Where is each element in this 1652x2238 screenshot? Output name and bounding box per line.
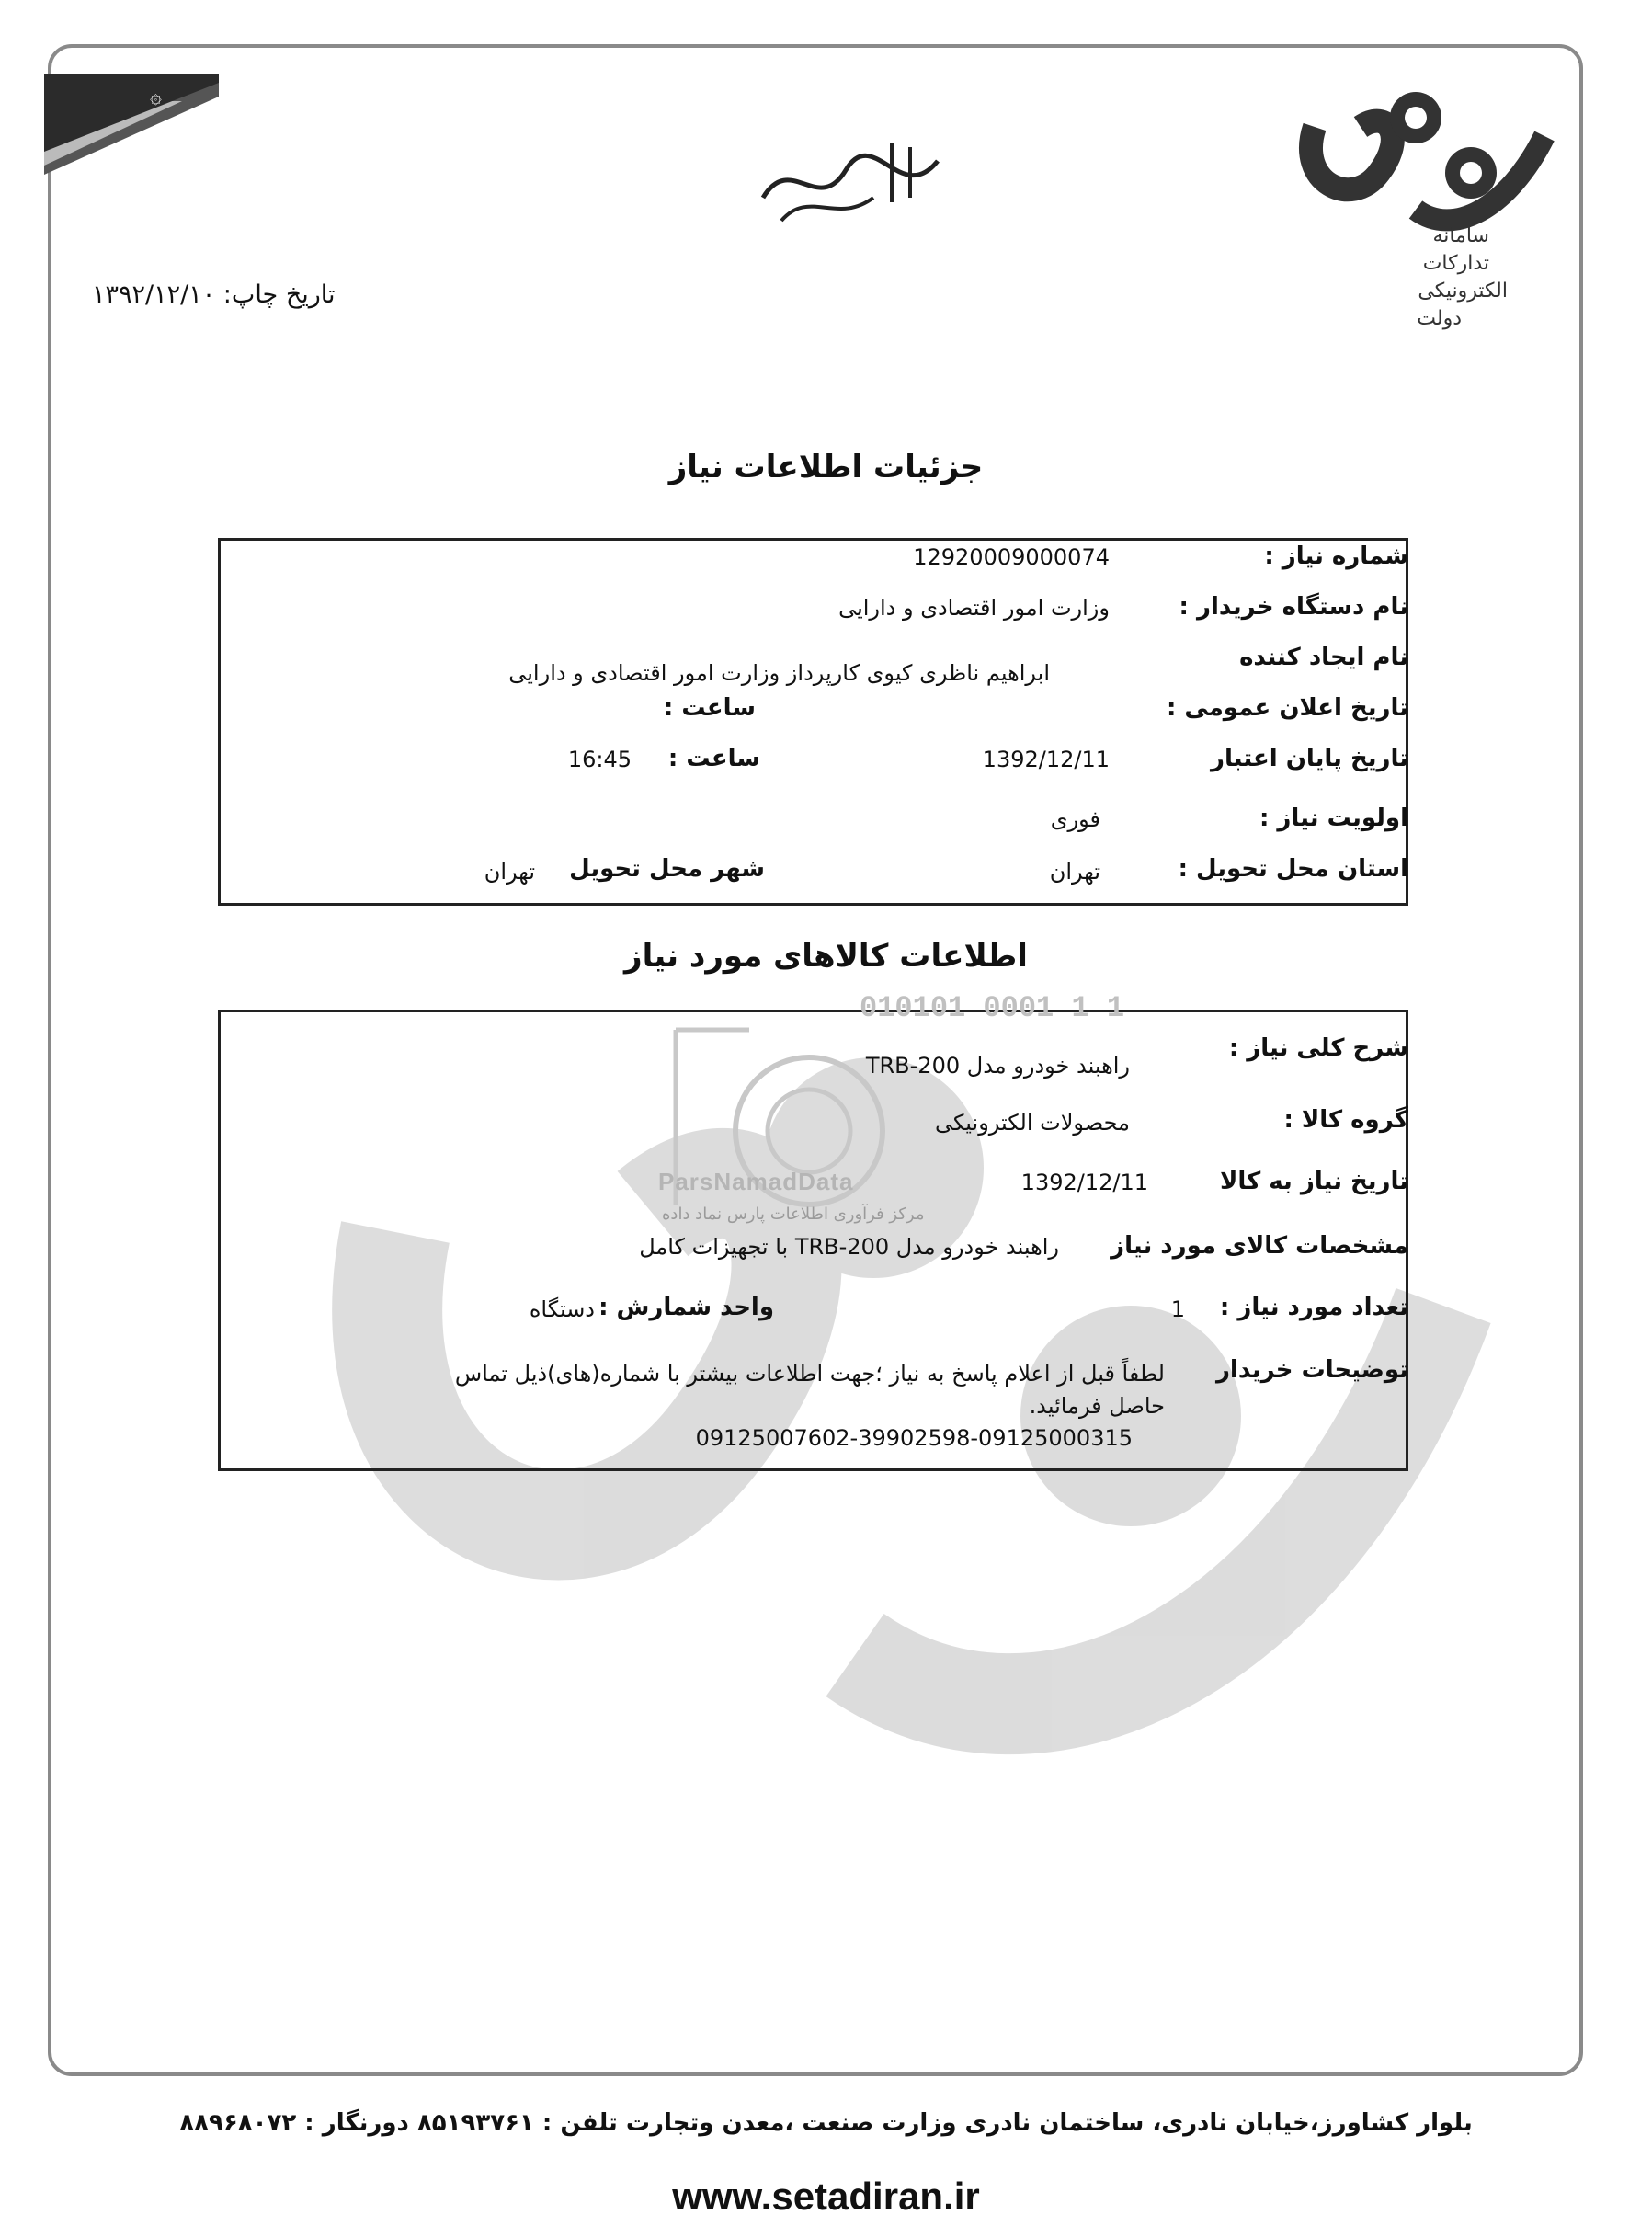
unit-label: واحد شمارش : (598, 1294, 774, 1321)
expiry-date-value: 1392/12/11 (982, 747, 1110, 772)
need-number-value: 12920009000074 (913, 544, 1110, 570)
footer-address: بلوار کشاورز،خیابان نادری، ساختمان نادری وزارت صنعت ،معدن وتجارت تلفن : ۸۵۱۹۳۷۶۱ دورنگار : ۸۸۹۶۸۰۷۲ (179, 2109, 1473, 2137)
watermark-brand: ParsNamadData (658, 1168, 854, 1195)
svg-text:۞: ۞ (150, 86, 162, 108)
svg-text:الکترونیکی: الکترونیکی (1418, 280, 1508, 303)
svg-text:دولت: دولت (1417, 307, 1462, 330)
notes-label: توضیحات خریدار (1215, 1356, 1408, 1384)
expiry-time-label: ساعت : (667, 745, 760, 772)
need-date-label: تاریخ نیاز به کالا (1219, 1168, 1408, 1195)
notes-line2: حاصل فرمائید. (1029, 1393, 1165, 1419)
need-number-label: شماره نیاز : (1264, 542, 1408, 570)
spec-value: راهبند خودرو مدل TRB-200 با تجهیزات کامل (639, 1234, 1059, 1260)
section-title-goods: اطلاعات کالاهای مورد نیاز (624, 938, 1028, 975)
qty-label: تعداد مورد نیاز : (1219, 1294, 1408, 1321)
buyer-value: وزارت امور اقتصادی و دارایی (838, 595, 1110, 621)
creator-value: ابراهیم ناظری کیوی کارپرداز وزارت امور اقتصادی و دارایی (508, 660, 1050, 686)
city-value: تهران (484, 859, 535, 885)
setad-logo (1278, 72, 1554, 348)
announce-date-label: تاریخ اعلان عمومی : (1166, 694, 1408, 722)
print-date: تاریخ چاپ: ۱۳۹۲/۱۲/۱۰ (92, 280, 336, 309)
qty-value: 1 (1170, 1296, 1185, 1322)
iran-flag-emblem (44, 64, 219, 202)
priority-value: فوری (1050, 806, 1100, 832)
group-label: گروه کالا : (1283, 1106, 1408, 1134)
priority-label: اولویت نیاز : (1259, 805, 1408, 832)
watermark-digits: 010101 0001 1 1 (860, 991, 1125, 1025)
footer-website-link[interactable]: www.setadiran.ir (672, 2175, 980, 2218)
group-value: محصولات الکترونیکی (935, 1110, 1130, 1136)
buyer-label: نام دستگاه خریدار : (1179, 593, 1408, 621)
spec-label: مشخصات کالای مورد نیاز (1111, 1232, 1408, 1260)
svg-text:تدارکات: تدارکات (1422, 252, 1489, 275)
svg-text:سامانه: سامانه (1432, 224, 1489, 247)
bismillah-calligraphy (754, 133, 947, 234)
creator-label: نام ایجاد کننده (1239, 644, 1408, 671)
need-date-value: 1392/12/11 (1020, 1170, 1148, 1195)
expiry-date-label: تاریخ پایان اعتبار (1211, 745, 1408, 772)
city-label: شهر محل تحویل (569, 855, 765, 883)
expiry-time-value: 16:45 (567, 747, 632, 772)
section-title-details: جزئیات اطلاعات نیاز (668, 449, 984, 485)
province-label: استان محل تحویل : (1178, 855, 1408, 883)
desc-label: شرح کلی نیاز : (1228, 1034, 1408, 1062)
unit-value: دستگاه (529, 1296, 595, 1322)
watermark-tagline: مرکز فرآوری اطلاعات پارس نماد داده (662, 1205, 925, 1224)
notes-line1: لطفاً قبل از اعلام پاسخ به نیاز ؛جهت اطلاعات بیشتر با شماره(های)ذیل تماس (454, 1361, 1165, 1387)
announce-time-label: ساعت : (663, 694, 756, 722)
desc-value: راهبند خودرو مدل TRB-200 (865, 1053, 1130, 1079)
notes-phones: 09125007602-39902598-09125000315 (695, 1425, 1133, 1451)
province-value: تهران (1049, 859, 1100, 885)
